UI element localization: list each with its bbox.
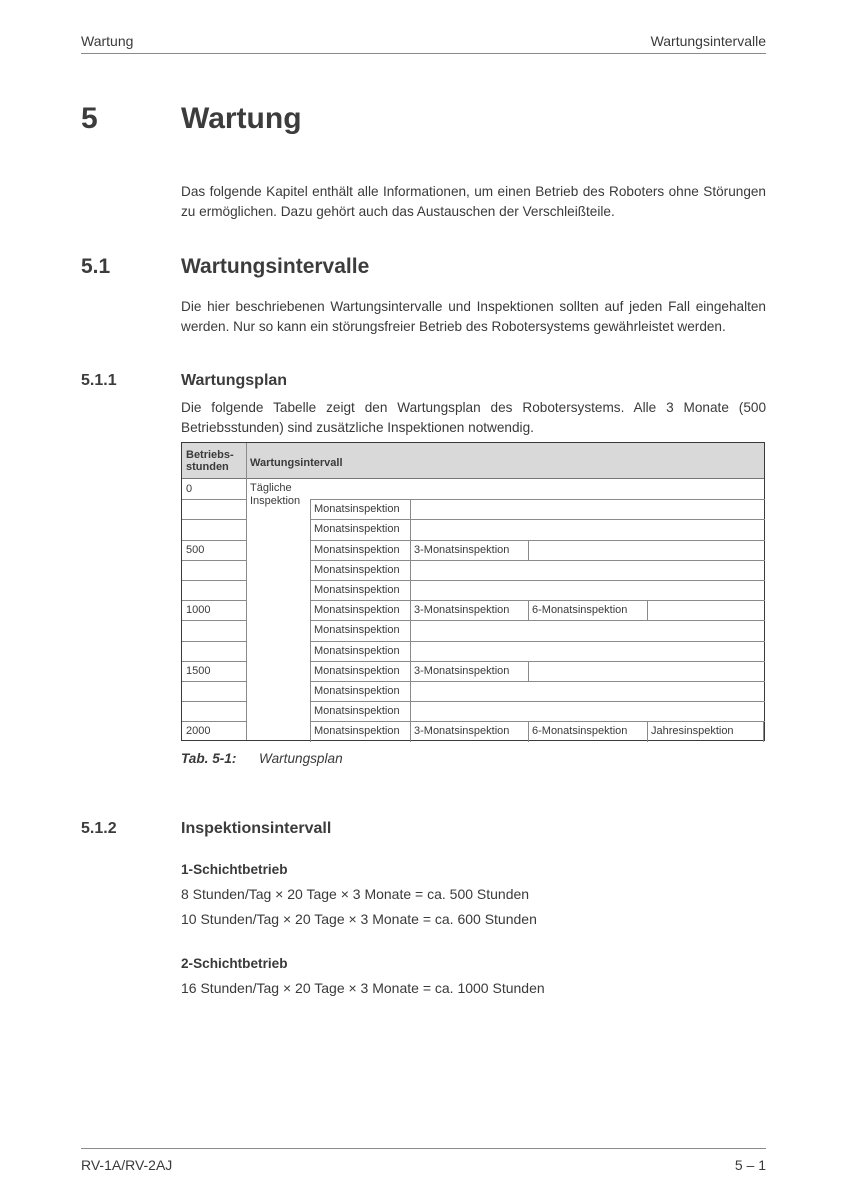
daily-inspection-line2: Inspektion (250, 495, 301, 507)
daily-inspection-line1: Tägliche (250, 482, 292, 494)
column-divider (410, 620, 411, 640)
cell-hours: 1500 (186, 664, 211, 677)
column-divider (528, 540, 529, 560)
column-divider (647, 600, 648, 620)
cell-hours: 0 (186, 483, 193, 495)
cell-hours (182, 620, 246, 640)
subsection-number: 5.1.1 (81, 372, 117, 389)
chapter-title: Wartung (181, 102, 302, 135)
cell-inspection: Monatsinspektion (314, 523, 400, 536)
running-header-right: Wartungsintervalle (650, 33, 766, 49)
cell-inspection: Monatsinspektion (314, 644, 400, 657)
cell-inspection: 3-Monatsinspektion (414, 543, 510, 556)
section-title: Wartungsintervalle (181, 255, 370, 278)
chapter-intro: Das folgende Kapitel enthält alle Informationen, um einen Betrieb des Roboters ohne Störungen zu ermöglichen. Dazu gehört auch das Austauschen der Verschleißteile. (181, 184, 766, 219)
column-divider (410, 701, 411, 721)
header-hours-line1: Betriebs- (186, 449, 234, 461)
cell-inspection: Monatsinspektion (314, 503, 400, 516)
cell-inspection: Monatsinspektion (314, 543, 400, 556)
column-divider (410, 560, 411, 580)
column-divider (410, 641, 411, 661)
header-hours-line2: stunden (186, 461, 229, 473)
shift2-heading: 2-Schichtbetrieb (181, 956, 288, 971)
caption-label: Tab. 5-1: (181, 751, 237, 766)
cell-inspection: Monatsinspektion (314, 604, 400, 617)
column-divider (528, 661, 529, 681)
subsection-title: Wartungsplan (181, 372, 288, 389)
subsection2-title: Inspektionsintervall (181, 820, 332, 837)
cell-hours (182, 580, 246, 600)
section-number: 5.1 (81, 255, 111, 278)
cell-inspection: 6-Monatsinspektion (532, 725, 628, 738)
header-hours (182, 446, 246, 476)
cell-inspection: 3-Monatsinspektion (414, 604, 510, 617)
cell-hours: 500 (186, 543, 205, 556)
cell-hours (182, 499, 246, 519)
shift1-formula-2: 10 Stunden/Tag × 20 Tage × 3 Monate = ca. 600 Stunden (181, 911, 537, 927)
cell-inspection: Monatsinspektion (314, 584, 400, 596)
header-interval: Wartungsintervall (250, 457, 343, 469)
section-text: Die hier beschriebenen Wartungsintervalle und Inspektionen sollten auf jeden Fall eingehalten werden. Nur so kann ein störungsfreier Betrieb des Robotersystems gewährleistet werden. (181, 299, 766, 334)
column-divider (410, 519, 411, 539)
shift1-formula-1: 8 Stunden/Tag × 20 Tage × 3 Monate = ca. 500 Stunden (181, 886, 530, 902)
cell-inspection: Monatsinspektion (314, 685, 400, 697)
cell-inspection: Monatsinspektion (314, 664, 400, 677)
shift2-formula-1: 16 Stunden/Tag × 20 Tage × 3 Monate = ca. 1000 Stunden (181, 980, 545, 996)
column-divider (763, 721, 764, 741)
cell-hours (182, 560, 246, 580)
subsection2-number: 5.1.2 (81, 820, 117, 837)
shift1-heading: 1-Schichtbetrieb (181, 862, 288, 877)
maintenance-table (181, 442, 765, 741)
cell-inspection: Monatsinspektion (314, 705, 400, 718)
header-rule (81, 53, 766, 54)
running-header-left: Wartung (81, 33, 134, 49)
footer-rule (81, 1148, 766, 1149)
cell-inspection: Monatsinspektion (314, 563, 400, 576)
cell-hours (182, 641, 246, 661)
column-divider (246, 443, 247, 740)
daily-inspection (246, 479, 304, 511)
cell-hours (182, 681, 246, 701)
cell-hours (182, 519, 246, 539)
column-divider (410, 499, 411, 519)
footer-page-number: 5 – 1 (734, 1157, 766, 1173)
column-divider (410, 681, 411, 701)
table-caption (181, 751, 343, 766)
cell-hours: 2000 (186, 725, 211, 738)
cell-hours (182, 701, 246, 721)
column-divider (410, 580, 411, 600)
cell-hours: 1000 (186, 604, 211, 617)
footer-document-id: RV-1A/RV-2AJ (81, 1157, 173, 1173)
cell-inspection: Monatsinspektion (314, 624, 400, 637)
caption-text: Wartungsplan (259, 751, 343, 766)
cell-inspection: 3-Monatsinspektion (414, 725, 510, 738)
cell-inspection: Monatsinspektion (314, 725, 400, 738)
cell-inspection: 3-Monatsinspektion (414, 664, 510, 677)
subsection-text: Die folgende Tabelle zeigt den Wartungsplan des Robotersystems. Alle 3 Monate (500 Betriebsstunden) sind zusätzliche Inspektionen notwendig. (181, 400, 766, 435)
cell-inspection: 6-Monatsinspektion (532, 604, 628, 617)
cell-inspection: Jahresinspektion (651, 725, 734, 738)
chapter-number: 5 (81, 102, 98, 135)
